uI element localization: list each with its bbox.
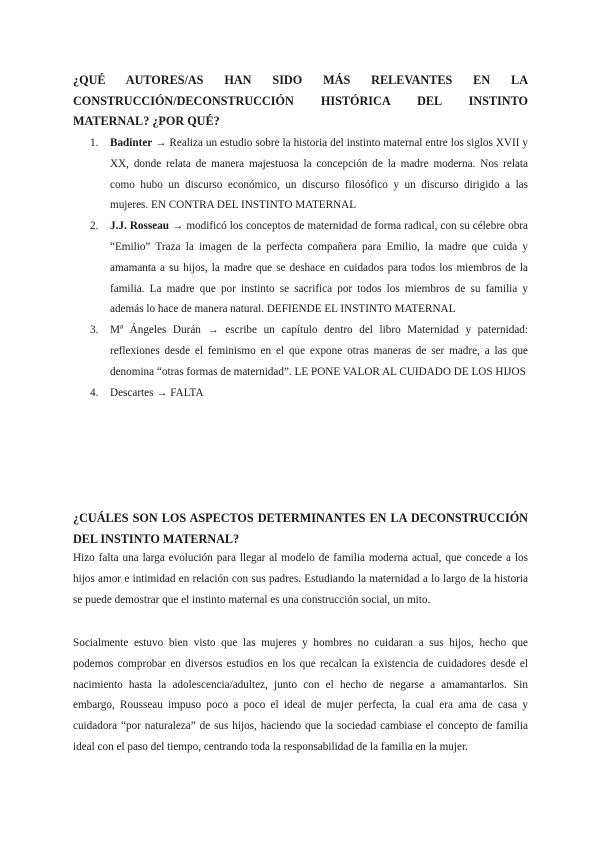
list-item-text: Descartes → FALTA — [110, 386, 204, 399]
list-item-text: Mª Ángeles Durán → escribe un capítulo dentro del libro Maternidad y paternidad: reflexiones desde el feminismo en el que expone otras maneras de ser madre, a las que denomina “otras formas de maternidad”. LE PONE VALOR AL CUIDADO DE LOS HIJOS — [110, 324, 528, 378]
list-item-text: → modificó los conceptos de maternidad de forma radical, con su célebre obra “Emilio” Traza la imagen de la perfecta compañera para Emilio, la madre que cuida y amamanta a su hijos, la madre que se deshace en cuidados para todos los miembros de la familia. La madre que por instinto se sacrifica por todos los miembros de su familia y además lo hace de manera natural. DEFIENDE EL INSTINTO MATERNAL — [110, 220, 528, 316]
section-2-heading: ¿CUÁLES SON LOS ASPECTOS DETERMINANTES EN LA DECONSTRUCCIÓN DEL INSTINTO MATERNAL? — [73, 511, 528, 546]
authors-list — [73, 133, 528, 403]
list-item-number: 4. — [90, 386, 99, 399]
list-item — [73, 383, 528, 404]
author-name: J.J. Rosseau — [110, 220, 170, 233]
list-item-number: 1. — [90, 137, 99, 149]
list-item-number: 3. — [90, 324, 99, 337]
list-item-number: 2. — [90, 220, 99, 233]
paragraph: Hizo falta una larga evolución para llegar al modelo de familia moderna actual, que concede a los hijos amor e intimidad en relación con sus padres. Estudiando la maternidad a lo largo de la historia se puede demostrar que el instinto maternal es una construcción social, un mito. — [73, 552, 528, 606]
paragraph: Socialmente estuvo bien visto que las mujeres y hombres no cuidaran a sus hijos, hecho que podemos comprobar en diversos estudios en los que recalcan la existencia de cuidadores desde el nacimiento hasta la adolescencia/adultez, junto con el hecho de negarse a amamantarlos. Sin embargo, Rousseau impuso poco a poco el ideal de mujer perfecta, la cual era ama de casa y cuidadora “por naturaleza” de sus hijos, haciendo que la sociedad cambiase el concepto de familia ideal con el paso del tiempo, centrando toda la responsabilidad de la familia en la mujer. — [73, 637, 528, 753]
list-item — [73, 320, 528, 382]
author-name: Badinter — [110, 137, 153, 149]
list-item — [73, 133, 528, 216]
list-item — [73, 216, 528, 320]
section-1-heading: ¿QUÉ AUTORES/AS HAN SIDO MÁS RELEVANTES EN LA CONSTRUCCIÓN/DECONSTRUCCIÓN HISTÓRICA DEL INSTINTO MATERNAL? ¿POR QUÉ? — [73, 73, 528, 128]
list-item-text: → Realiza un estudio sobre la historia del instinto maternal entre los siglos XVII y XX, donde relata de manera majestuosa la concepción de la madre moderna. Nos relata como hubo un discurso económico, un discurso filosófico y un discurso dirigido a las mujeres. EN CONTRA DEL INSTINTO MATERNAL — [110, 137, 528, 212]
